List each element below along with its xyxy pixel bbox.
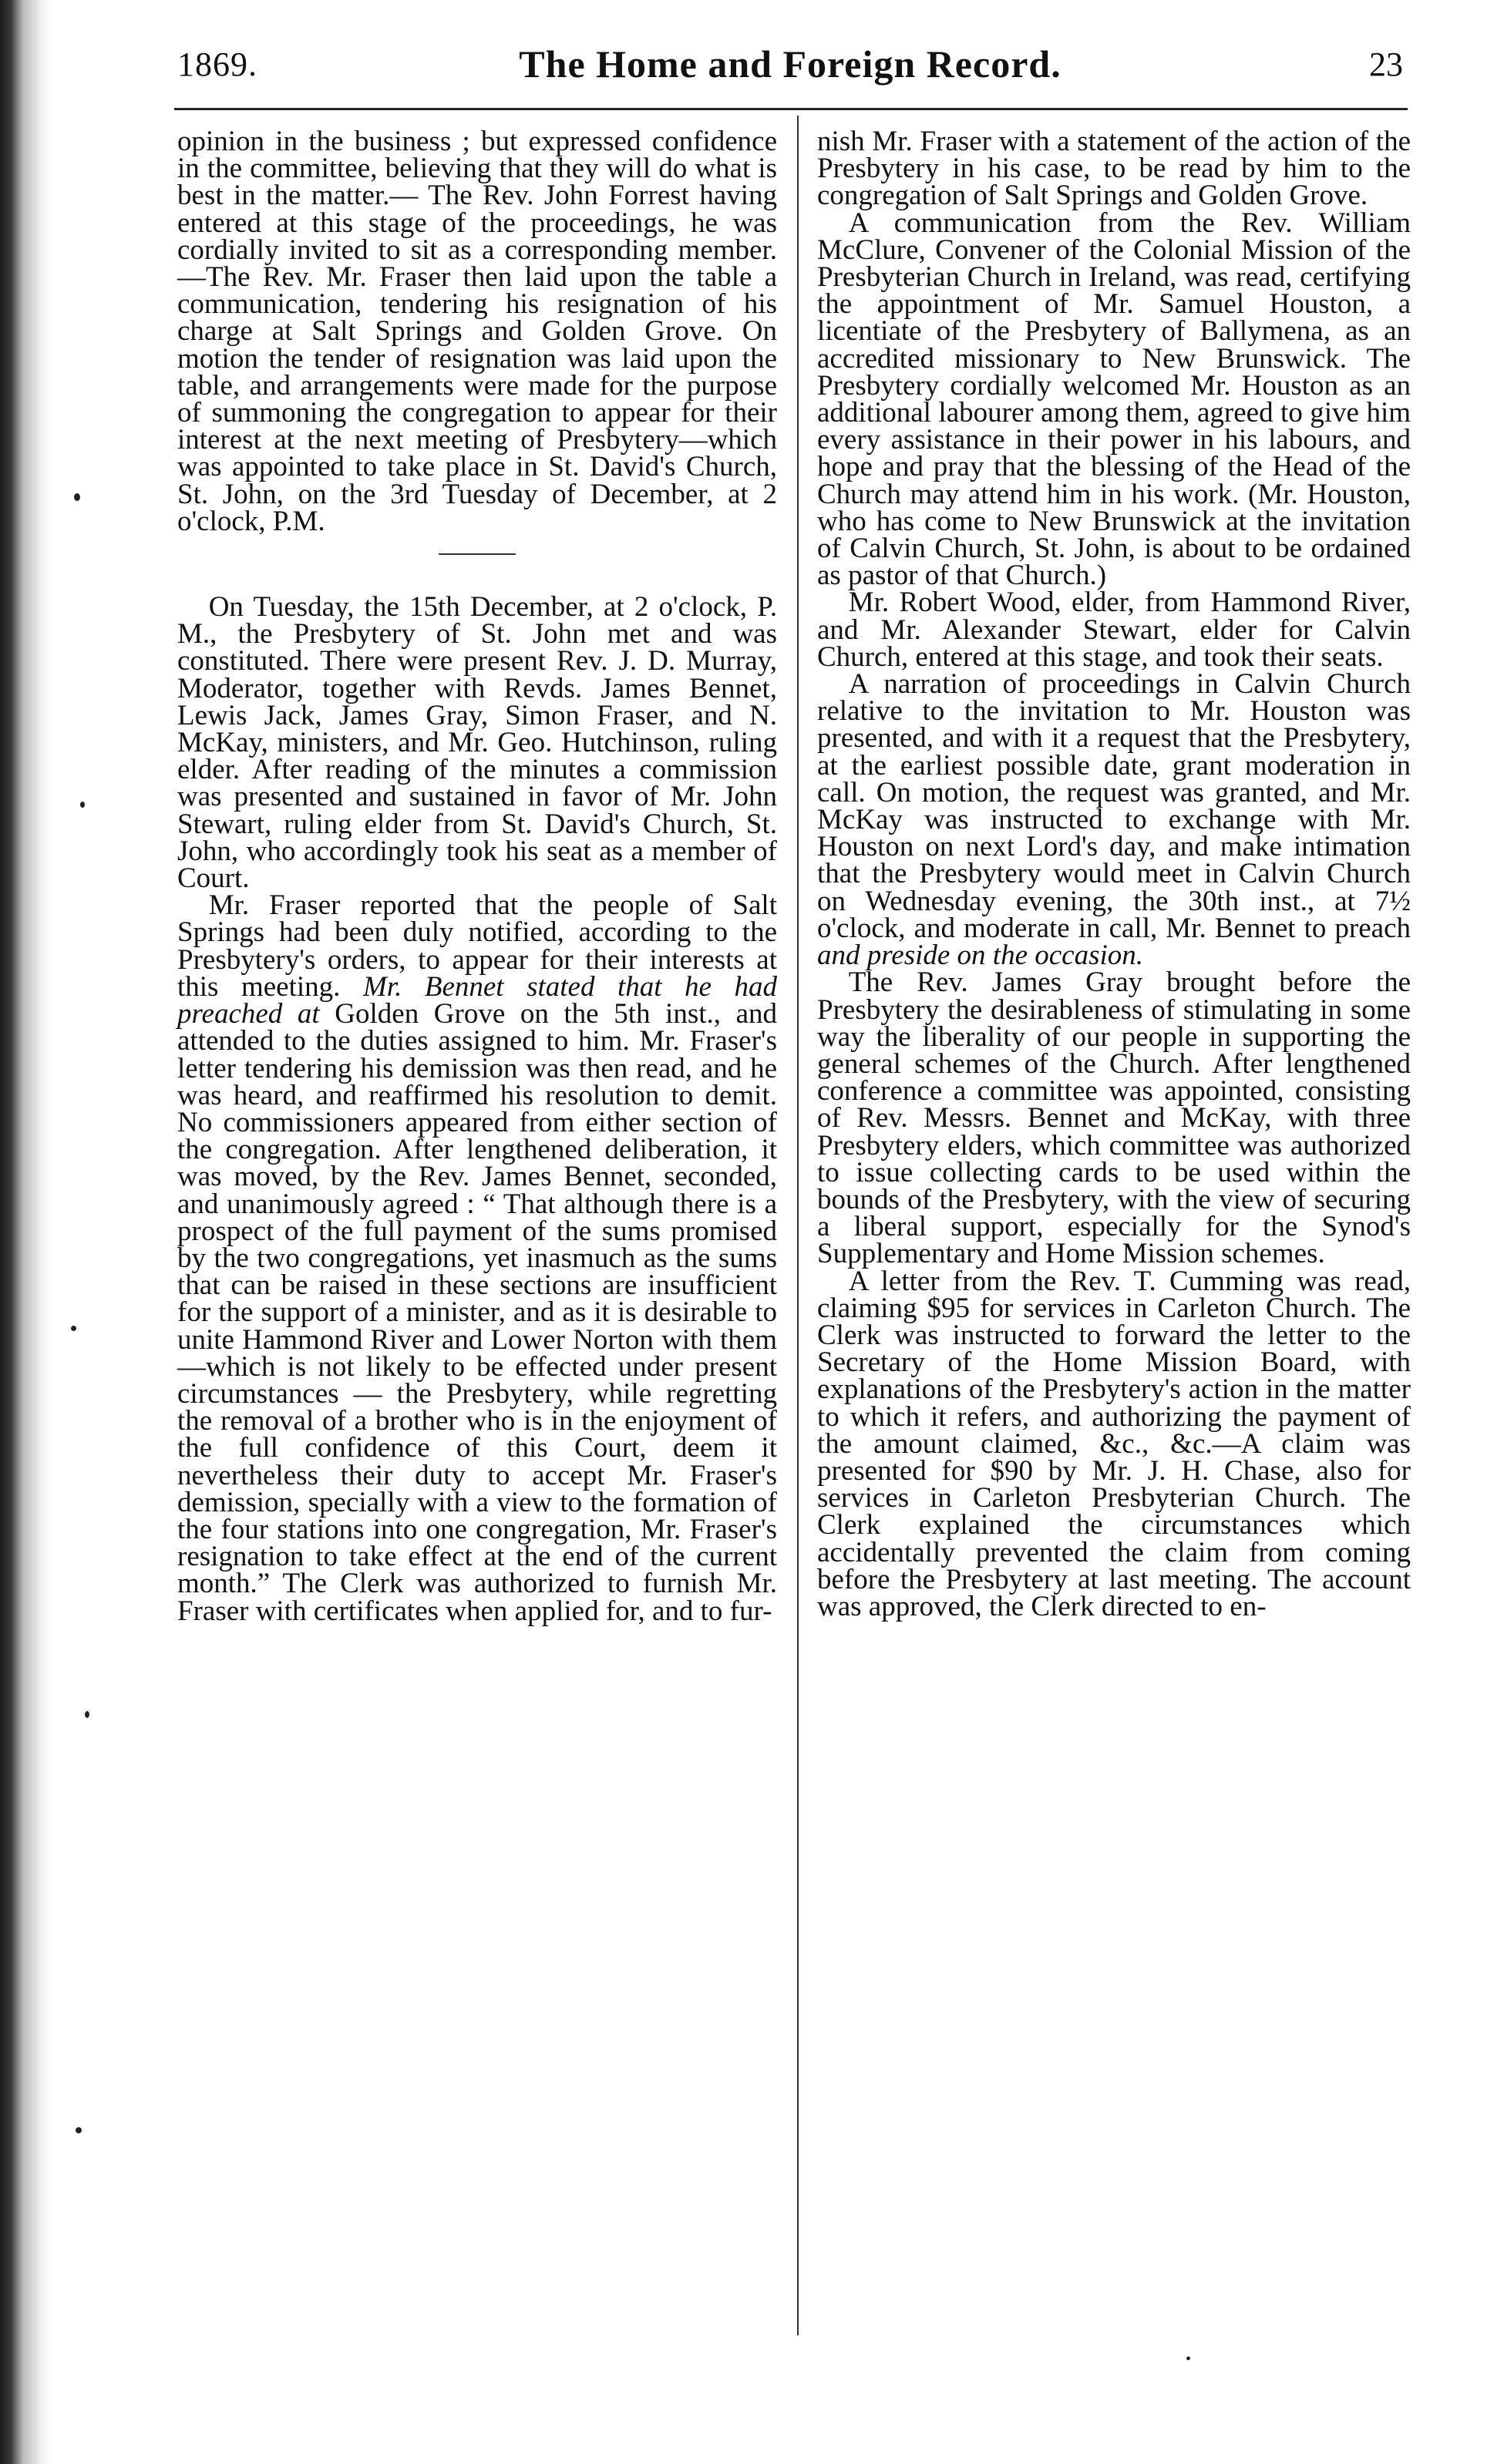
paragraph-text: Mr. Fraser reported that the people of Salt Springs had been duly notified, according to the Presbytery's orders, to appear for their interests at this meeting. bbox=[177, 889, 777, 1003]
journal-title: The Home and Foreign Record. bbox=[519, 42, 1062, 86]
scan-speck bbox=[71, 1326, 76, 1331]
page-number: 23 bbox=[1369, 45, 1403, 83]
left-column bbox=[177, 128, 777, 1625]
running-header bbox=[177, 42, 1403, 99]
time-abbrev: P.M. bbox=[272, 505, 325, 537]
paragraph: A communication from the Rev. William McClure, Convener of the Colonial Mission of the Presbyterian Church in Ireland, was read, certifying the appointment of Mr. Samuel Houston, a licentiate of the Presbytery of Ballymena, as an accredited missionary to New Brunswick. The Presbytery cordially welcomed Mr. Houston as an additional labourer among them, agreed to give him every assistance in their power in his labours, and hope and pray that the blessing of the Head of the Church may attend him in his work. (Mr. Houston, who has come to New Brunswick at the invitation of Calvin Church, St. John, is about to be ordained as pastor of that Church.) bbox=[817, 207, 1411, 592]
paragraph-text: opinion in the business ; but expressed confidence in the committee, believing that they will do what is best in the matter.— The Rev. John Forrest having entered at this stage of the proceedings, he was cordially invited to sit as a corresponding member.—The Rev. Mr. Fraser then laid upon the table a communication, tendering his resignation of his charge at Salt Springs and Golden Grove. On motion the tender of resignation was laid upon the table, and arrangements were made for the purpose of summoning the congregation to appear for their interest at the next meeting of Presbytery—which was appointed to take place in St. David's Church, St. John, on the 3rd Tuesday of December, at 2 o'clock, bbox=[177, 126, 777, 537]
scan-speck bbox=[80, 802, 85, 808]
paragraph: The Rev. James Gray brought before the Presbytery the desirableness of stimulating in some way the liberality of our people in supporting the general schemes of the Church. After lengthened conference a committee was appointed, consisting of Rev. Messrs. Bennet and McKay, with three Presbytery elders, which committee was authorized to issue collecting cards to be used within the bounds of the Presbytery, with the view of securing a liberal support, especially for the Synod's Supplementary and Home Mission schemes. bbox=[817, 966, 1411, 1270]
paragraph: A letter from the Rev. T. Cumming was read, claiming $95 for services in Carleton Church. The Clerk was instructed to forward the letter to the Secretary of the Home Mission Board, with explanations of the Presbytery's action in the matter to which it refers, and authorizing the payment of the amount claimed, &c., &c.—A claim was presented for $90 by Mr. J. H. Chase, also for services in Carleton Presbyterian Church. The Clerk explained the circumstances which accidentally prevented the claim from coming before the Presbytery at last meeting. The account was approved, the Clerk directed to en- bbox=[817, 1265, 1411, 1622]
header-rule bbox=[174, 108, 1408, 110]
paragraph bbox=[177, 889, 778, 1627]
paragraph: Mr. Robert Wood, elder, from Hammond River, and Mr. Alexander Stewart, elder for Calvin Church, entered at this stage, and took their seats. bbox=[817, 587, 1411, 673]
italic-text: and preside on the occasion. bbox=[817, 940, 1144, 972]
scan-binding-edge bbox=[0, 0, 54, 2464]
right-column bbox=[817, 128, 1411, 1620]
paragraph: nish Mr. Fraser with a statement of the action of the Presbytery in his case, to be read by him to the congregation of Salt Springs and Golden Grove. bbox=[817, 126, 1411, 212]
italic-text: Mr. Bennet stated that he had preached at bbox=[177, 970, 777, 1030]
paragraph bbox=[177, 591, 777, 895]
time-abbrev: P. M. bbox=[177, 591, 777, 650]
bullet-mark: • bbox=[1186, 2351, 1192, 2368]
paragraph-text: Golden Grove on the 5th inst., and attended to the duties assigned to him. Mr. Fraser's letter tendering his demission was then read, and he was heard, and reaffirmed his resolution to demit. No commissioners appeared from either section of the congregation. After lengthened deliberation, it was moved, by the Rev. James Bennet, seconded, and unanimously agreed : “ That although there is a prospect of the full payment of the sums promised by the two congregations, yet inasmuch as the sums that can be raised in these sections are insufficient for the support of a minister, and as it is desirable to unite Hammond River and Lower Norton with them —which is not likely to be effected under present circumstances — the Presbytery, while regretting the removal of a brother who is in the enjoyment of the full confidence of this Court, deem it nevertheless their duty to accept Mr. Fraser's demission, specially with a view to the formation of the four stations into one congregation, Mr. Fraser's resignation to take effect at the end of the current month.” The Clerk was authorized to furnish Mr. Fraser with certificates when applied for, and to fur- bbox=[177, 998, 778, 1627]
paragraph bbox=[817, 668, 1411, 972]
paragraph-text: , the Presbytery of St. John met and was constituted. There were present Rev. J. D. Murray, Moderator, together with Revds. James Bennet, Lewis Jack, James Gray, Simon Fraser, and N. McKay, ministers, and Mr. Geo. Hutchinson, ruling elder. After reading of the minutes a commission was presented and sustained in favor of Mr. John Stewart, ruling elder from St. David's Church, St. John, who accordingly took his seat as a member of Court. bbox=[177, 618, 777, 895]
section-separator bbox=[439, 553, 516, 555]
paragraph-text: A narration of proceedings in Calvin Church relative to the invitation to Mr. Houston was presented, and with it a request that the Presbytery, at the earliest possible date, grant moderation in call. On motion, the request was granted, and Mr. McKay was instructed to exchange with Mr. Houston on next Lord's day, and make intimation that the Presbytery would meet in Calvin Church on Wednesday evening, the 30th inst., at 7½ o'clock, and moderate in call, Mr. Bennet to preach bbox=[817, 668, 1411, 944]
paragraph bbox=[177, 128, 777, 535]
column-divider bbox=[797, 116, 799, 2335]
scan-speck bbox=[76, 2127, 82, 2133]
scan-speck bbox=[85, 1711, 89, 1718]
scan-speck bbox=[74, 493, 80, 501]
header-year: 1869. bbox=[177, 45, 257, 83]
paragraph-text: On Tuesday, the 15th December, at 2 o'clock, bbox=[208, 591, 748, 624]
